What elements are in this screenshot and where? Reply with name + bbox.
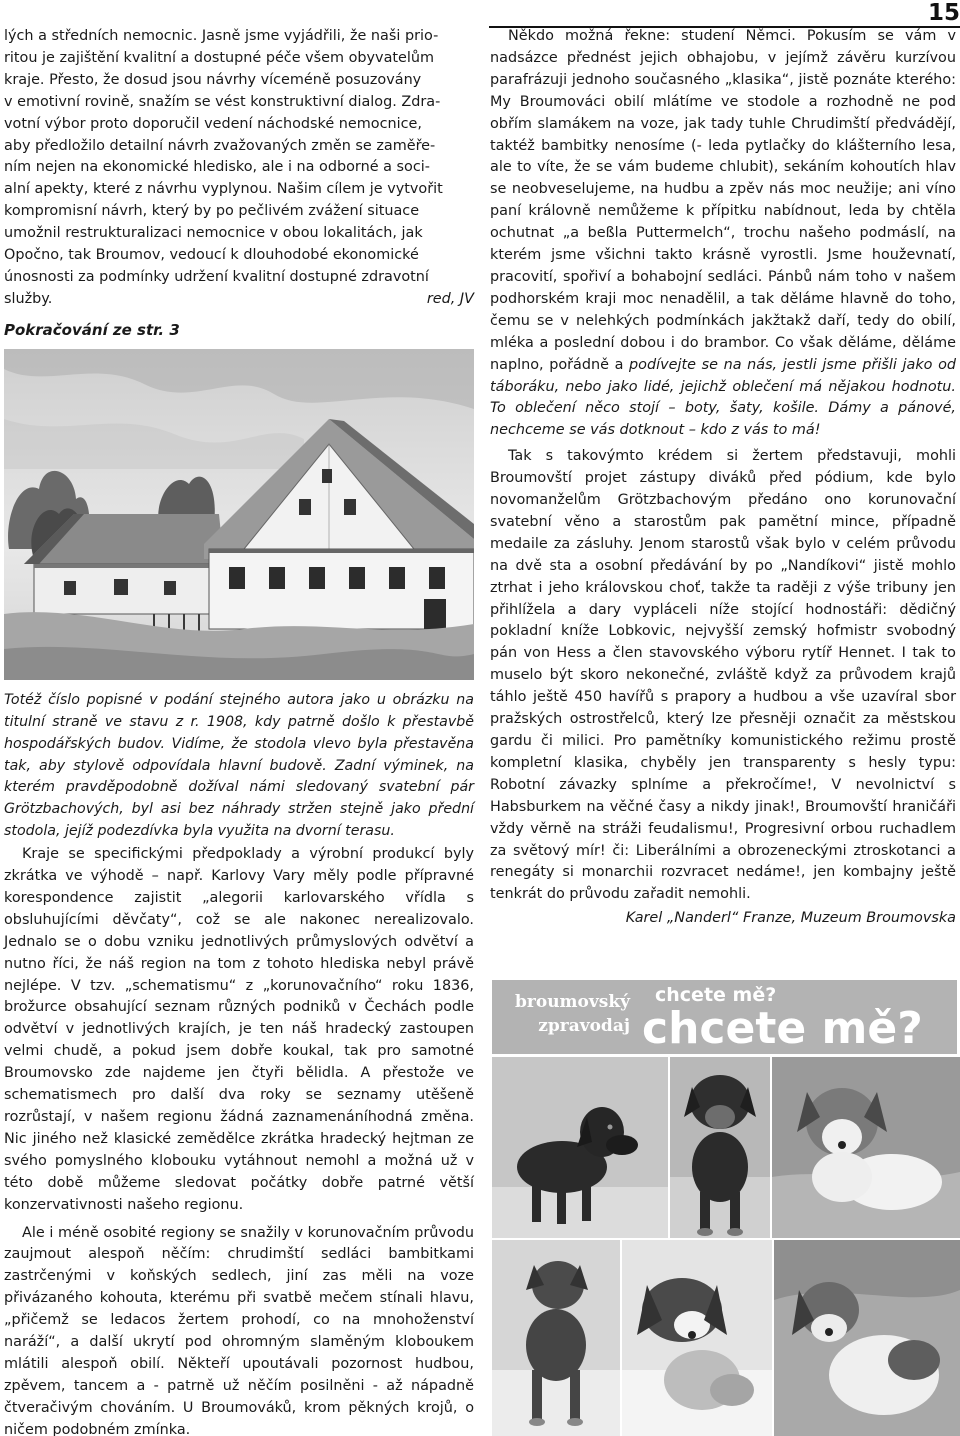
paragraph-italic-text: podívejte se na nás, jestli jsme přišli jako od táboráku, nebo jako lidé, jejichž oblečení má nějakou hodnotu. To oblečení něco stojí – boty, šaty, košile. Dámy a pánové, nechceme se vás dotknout – kdo z vás to má! [490, 356, 957, 439]
left-paragraph-1 [4, 26, 474, 311]
article-signature: Karel „Nanderl“ Franze, Muzeum Broumovska [625, 910, 956, 927]
brand-logo-text [502, 990, 630, 1038]
dog-photo-puppy-closeup [622, 1240, 772, 1436]
article-paragraph: Tak s takovýmto krédem si žertem představuji, mohli Broumovští projet zástupy diváků před pódium, kde bylo novomanželům Grötzbachovým předáno ono korunovační svatební věno a starostům pak pamětní mince, případně medaile za zásluhy. Jenom starostů však bylo v celém průvodu na dvě sta a osobní předávání by po „Nandíkovi“ jistě mohlo ztrhat i jeho královskou choť, takže ta raději z výše tribuny jen přihlížela a dary vypláceli níže stojící hodnostáři: dědičný pokladní kníže Lobkovic, nejvyšší zemský hofmistr svobodný pán von Hess a člen stavovského výboru rytíř Hennet. I tak to muselo být skoro nekonečné, zvláště když za průvodem krajů táhlo ještě 450 havířů s prapory a hudbou a vše uzavíral sbor pražských ostrostřelců, který lze přesněji označit za městskou gardu či milici. Pro pamětníky komunistického režimu prostě kompletní klasika, chyběly jen transparenty s hesly typu: Robotní závazky splníme a překročíme!, V nevolnictví s Habsburkem na věčné časy a nikdy jinak!, Broumovští hraničáři vždy věrně na stráži feudalismu!, Progresivní orbou ruchadlem za světový mír! či: Liberálními a obrozeneckými ztroskotanci a renegáty si monarchii rozvracet nedáme!, jen kombajny ještě tenkrát do průvodu zařadit nemohli. [490, 448, 956, 903]
dog-photo-brown-dog [492, 1240, 620, 1436]
right-column [490, 26, 956, 930]
promo-title: chcete mě? [642, 1003, 923, 1054]
signature-row [4, 289, 474, 311]
text-line: služby. [4, 290, 53, 307]
farmhouse-photo [4, 349, 474, 680]
brand-line: broumovský [515, 992, 630, 1012]
author-signature: red, JV [426, 290, 474, 307]
text-line: aby předložilo detailní návrh zvažovaných změn se zaměře- [4, 137, 436, 154]
photo-caption: Totéž číslo popisné v podání stejného autora jako u obrázku na titulní straně ve stavu z r. 1908, kdy patrně došlo k přestavbě hospodářských budov. Vidíme, že stodola vlevo byla přestavěna tak, aby stylově odpovídala hlavní budově. Zadní výminek, na kterém pravděpodobně dožíval námi sledovaný svatební pár Grötzbachových, byl asi bez náhrady stržen stejně jako přední stodola, jejíž podezdívka byla využita na dvorní terasu. [4, 691, 474, 840]
dog-photo-beagle-mix [774, 1240, 960, 1436]
article-paragraph: Kraje se specifickými předpoklady a výrobní produkcí byly zkrátka ve výhodě – např. Karlovy Vary měly podle přípravné korespondence zajistit „alegorii karlovarského vřídla s obsluhujícími děvčaty“, což se ale nakonec nerealizovalo. Jednalo se o dobu vzniku jednotlivých průmyslových odvětví a nutno říci, že náš region na tom z tohoto hlediska nebyl právě nejlépe. V tzv. „schematismu“ z „korunovačního“ roku 1836, brožurce obsahující seznam různých podniků v Čechách podle odvětví v jednotlivých krajích, je ten náš hradecký zastoupen velmi chudě, a pokud jsem dobře koukal, tak pro samotné Broumovsko zde najdeme jen čtyři bělidla. A přestože ve schematismech pro další dva roky se seznamy utěšeně rozrůstají, v našem regionu žádná zaznamenáníhodná změna. Nic jiného než klasické zemědělce zkrátka hradecký hejtman ze svého pomyslného klobouku vytáhnout nemohl a možná už v této době můžeme sledovat počátky dobře patrné větší konzervativnosti našeho regionu. [4, 846, 474, 1213]
article-paragraph: Ale i méně osobité regiony se snažily v korunovačním průvodu zaujmout alespoň něčím: chrudimští sedláci bambitkami zastrčenými v koňských sedlech, jiní zas měli na voze přivázaného kohouta, kterému při svatbě mečem stínali hlavu, „přičemž se ledacos žertem prohodí, co na mnohoženství naráží“, a další ukrytí pod ohromným slaměným kloboukem mlátili alespoň obilí. Někteří upoutávali pozornost hudbou, zpěvem, tancem a - patrně už něčím posilněni - až nápadně čtveračivým chováním. U Broumováků, krom pěkných krojů, o ničem podobném zmínka. [4, 1224, 474, 1436]
brand-line: zpravodaj [538, 1016, 630, 1036]
text-line: alní apekty, které z návrhu vyplynou. Našim cílem je vytvořit [4, 181, 443, 198]
text-line: lých a středních nemocnic. Jasně jsme vyjádřili, že naši prio- [4, 28, 439, 44]
text-line: votní výbor proto doporučil vedení náchodské nemocnice, [4, 115, 422, 132]
dog-photo-rottweiler-puppy [670, 1057, 770, 1238]
paragraph-text: Někdo možná řekne: studení Němci. Pokusím se vám v nadsázce přednést jejich obhajobu, v jejímž závěru kurzívou parafrázuji jednoho současného „klasika“, jistě poznáte kterého: My Broumováci obilí mlátíme ve stodole a rozhodně ne pod obřím slamákem na voze, jak tady tuhle Chrudimští předvádějí, taktéž bambitky nenosíme (- leda pytlačky do klášterního lesa, ale to víte, že se vám budeme chlubit), sekáním kohoutích hlav se neobveselujeme, na hudbu a zpěv nás moc neužije; ani víno paní královně nemůžeme k přípitku nabídnout, leda by chtěla ochutnat „a beßla Puttermelch“, trochu našeho podmáslí, na kterém jsme všichni takto krásně vyrostli. Jsme houževnatí, pracovití, spořiví a bohabojní sedláci. Pánbů nám toho v našem podhorském kraji moc nenadělil, a tak děláme hlavně do toho, čemu se v nelehkých podmínkách jakžtakž daří, tedy do obilí, mléka a poslední dobou i do brambor. Co však děláme, děláme naplno, pořádně a [490, 28, 956, 373]
dog-photo-black-puppy [492, 1057, 668, 1238]
text-line: ním nejen na ekonomické hledisko, ale i na odborné a soci- [4, 159, 430, 176]
text-line: kraje. Přesto, že dosud jsou návrhy víceméně posuzovány [4, 71, 422, 88]
text-line: ritou je zajištění kvalitní a dostupné péče všem obyvatelům [4, 49, 435, 66]
promo-subtitle: chcete mě? [655, 984, 777, 1006]
continued-from-label: Pokračování ze str. 3 [4, 320, 180, 339]
article-paragraph [490, 26, 956, 442]
text-line: umožnil restrukturalizaci nemocnice v obou lokalitách, jak [4, 225, 423, 242]
text-line: v emotivní rovině, snažím se vést konstruktivní dialog. Zdra- [4, 93, 441, 110]
text-line: kompromisní návrh, který by po pečlivém zvážení situace [4, 203, 420, 220]
dog-photo-terrier [772, 1057, 960, 1238]
text-line: únosnosti za podmínky udržení kvalitní dostupné zdravotní [4, 268, 429, 285]
left-column [4, 26, 474, 1436]
page-number: 15 [927, 0, 960, 26]
text-line: Opočno, tak Broumov, vedoucí k dlouhodobé ekonomické [4, 247, 419, 264]
